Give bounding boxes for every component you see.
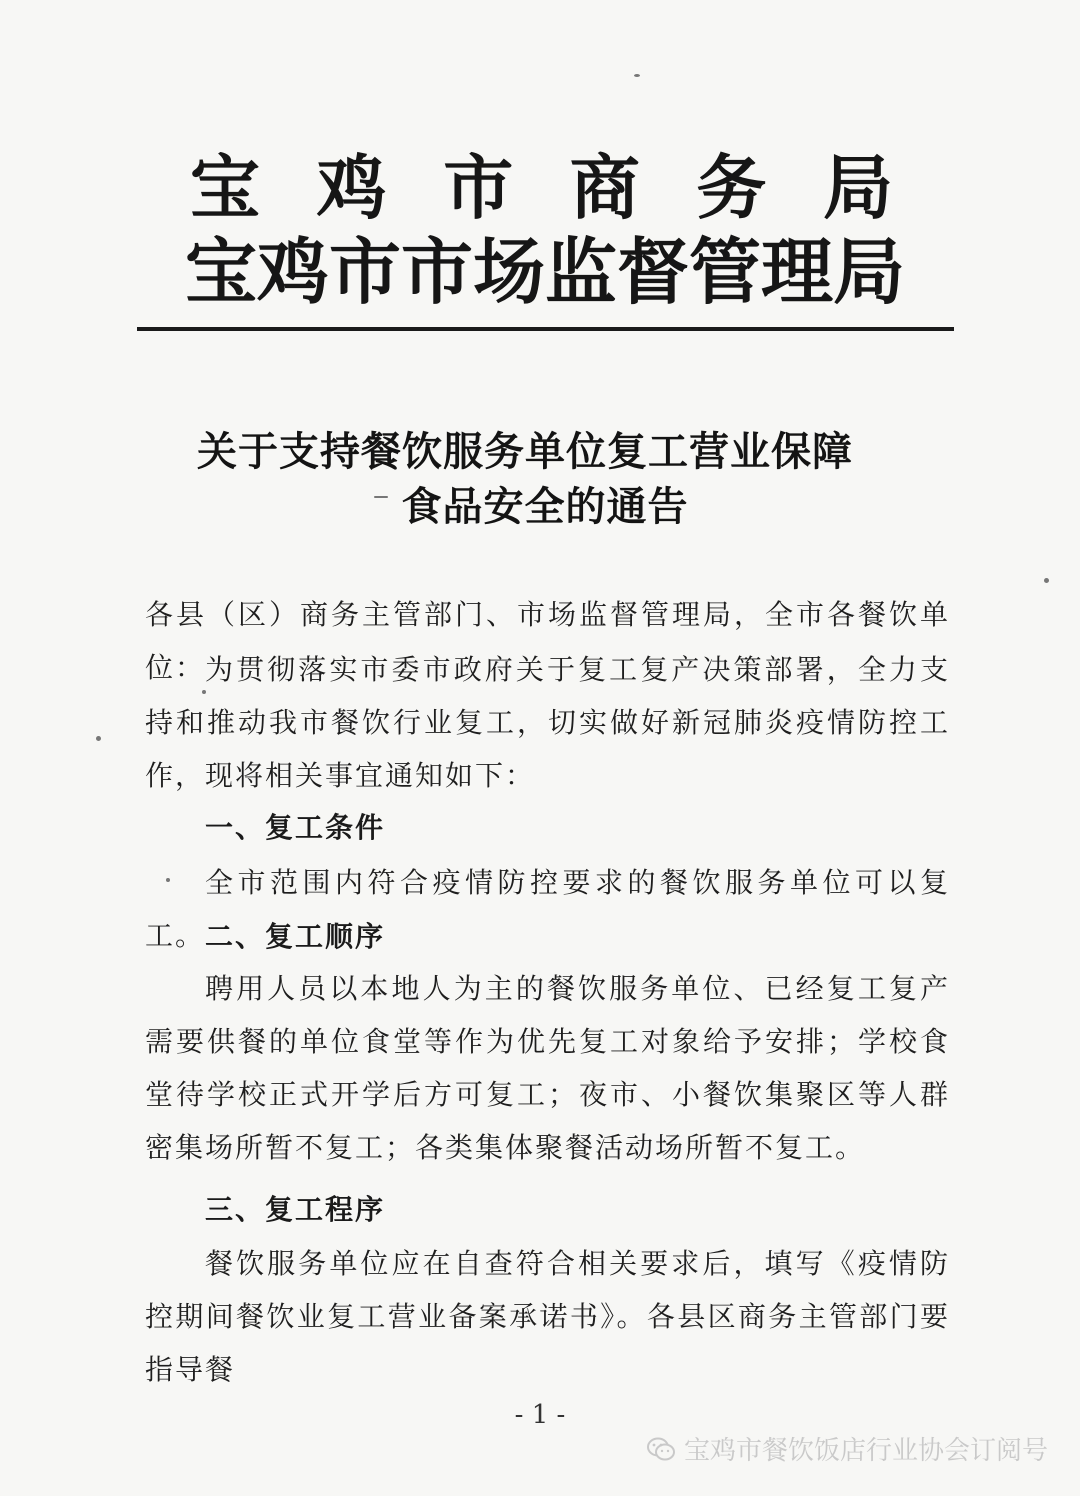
- section-heading: 二、复工顺序: [205, 920, 386, 953]
- wechat-icon: [646, 1436, 676, 1462]
- page-number: - 1 -: [514, 1400, 566, 1430]
- watermark-text: 宝鸡市餐饮饭店行业协会订阅号: [683, 1436, 1048, 1466]
- scan-speck: [166, 878, 170, 882]
- intro-paragraph: 为贯彻落实市委市政府关于复工复产决策部署，全力支持和推动我市餐饮行业复工，切实做好新冠肺炎疫情防控工作，现将相关事宜通知如下：: [145, 653, 950, 792]
- section-paragraph: 聘用人员以本地人为主的餐饮服务单位、已经复工复产需要供餐的单位食堂等作为优先复工对象给予安排；学校食堂待学校正式开学后方可复工；夜市、小餐饮集聚区等人群密集场所暂不复工；各类集体聚餐活动场所暂不复工。: [145, 972, 950, 1164]
- salutation: 各县（区）商务主管部门、市场监督管理局，全市各餐饮单位：: [145, 598, 950, 684]
- scan-speck: [1044, 578, 1049, 583]
- notice-title-line-1: 关于支持餐饮服务单位复工营业保障: [197, 428, 853, 475]
- section-heading: 三、复工程序: [205, 1193, 386, 1226]
- scan-speck: [202, 690, 206, 694]
- header-divider: [137, 327, 954, 331]
- issuing-agency-1: 宝鸡市商务局: [190, 146, 895, 229]
- watermark: [646, 1430, 1048, 1467]
- section-paragraph: 餐饮服务单位应在自查符合相关要求后，填写《疫情防控期间餐饮业复工营业备案承诺书》。各县区商务主管部门要指导餐: [145, 1247, 950, 1386]
- scan-speck: [634, 74, 640, 77]
- notice-title-line-2: 食品安全的通告: [401, 483, 689, 530]
- section-paragraph: 全市范围内符合疫情防控要求的餐饮服务单位可以复工。: [145, 866, 950, 952]
- scan-speck: [374, 496, 388, 498]
- scan-speck: [96, 736, 101, 741]
- issuing-agency-2: 宝鸡市市场监督管理局: [185, 229, 906, 314]
- section-heading: 一、复工条件: [205, 811, 386, 844]
